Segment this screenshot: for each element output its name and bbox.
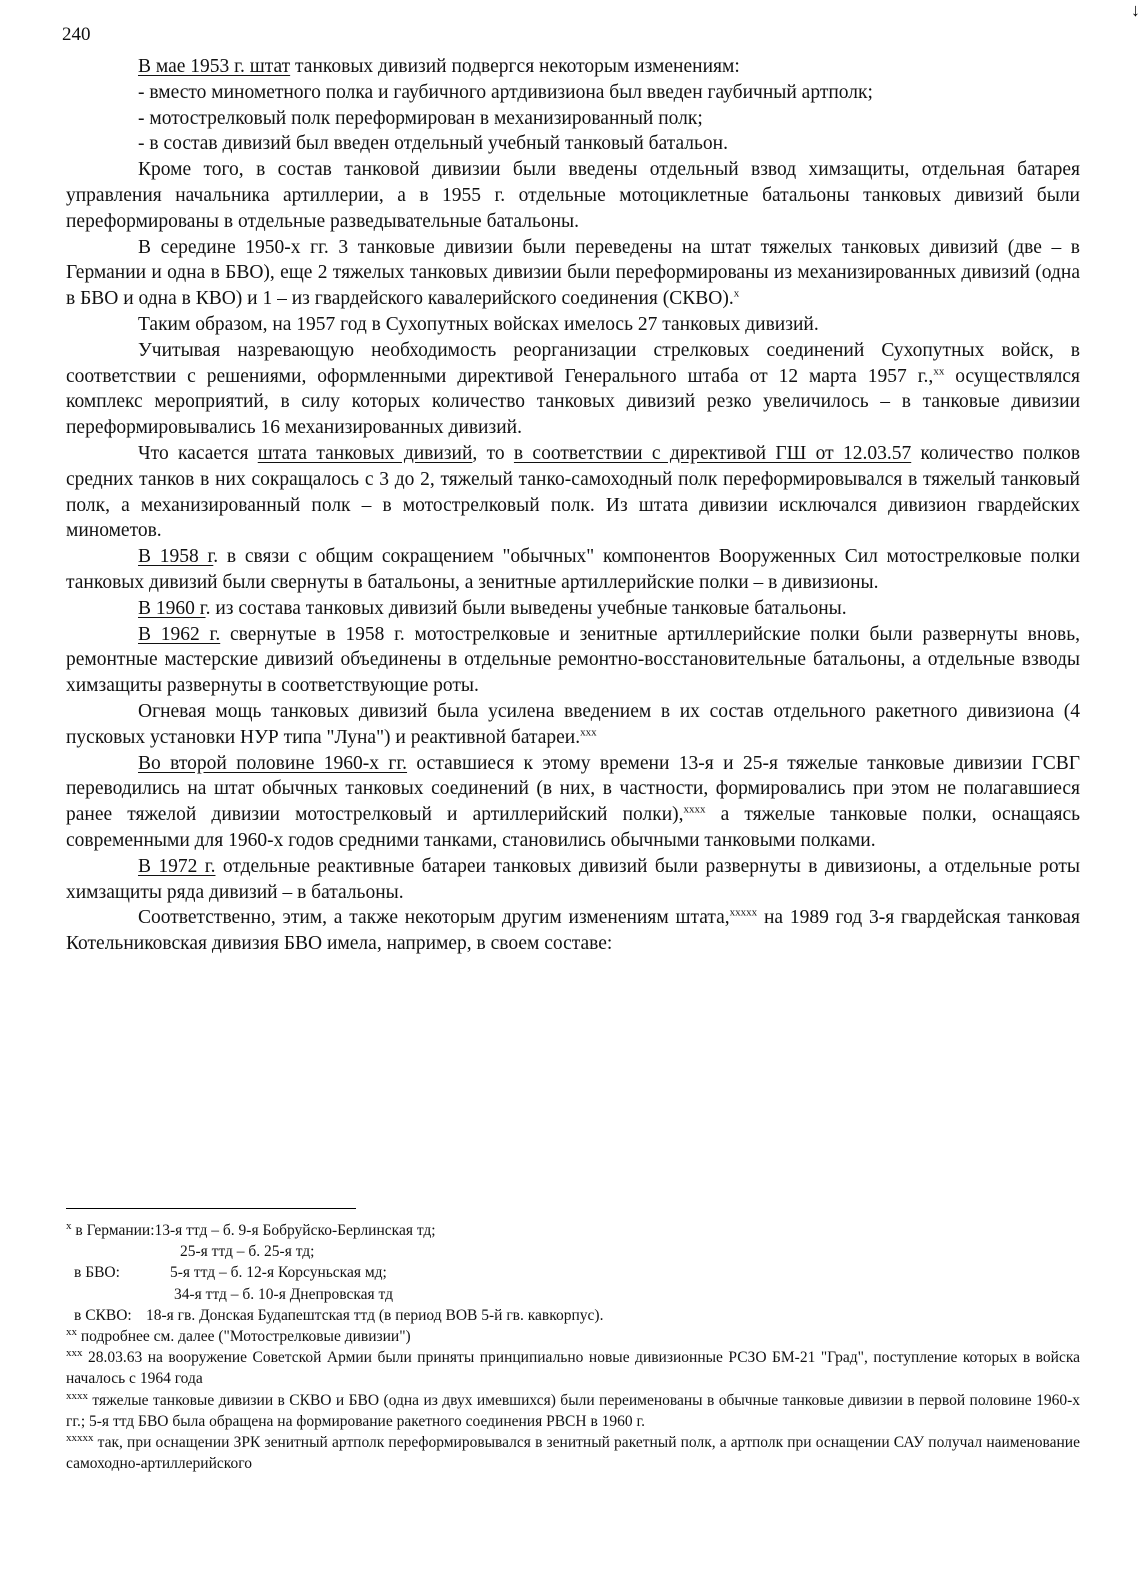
paragraph: Кроме того, в состав танковой дивизии были введены отдельный взвод химзащиты, отдельная батарея управления начальника артиллерии, а в 1955 г. отдельные мотоциклетные батальоны танковых дивизий были переформированы в отдельные разведывательные батальоны. [66, 159, 1080, 232]
underlined-date: В 1962 г. [138, 623, 221, 645]
footnote-mark: xxxxx [66, 1431, 94, 1444]
paragraph [66, 596, 1080, 622]
underlined-date: Во второй половине 1960-х гг. [138, 752, 408, 774]
text: , то [472, 442, 514, 464]
region-label: в БВО: [74, 1264, 120, 1282]
footnote-ref: xxxxx [729, 906, 758, 919]
footnote [66, 1390, 1080, 1432]
text: 5-я ттд – б. 12-я Корсуньская мд; [170, 1264, 387, 1282]
footnote [66, 1326, 1080, 1347]
underlined-phrase: в соответствии с директивой ГШ от 12.03.57 [513, 442, 912, 464]
footnote-divider [66, 1208, 356, 1209]
text: Что касается [138, 442, 258, 464]
paragraph: Таким образом, на 1957 год в Сухопутных войсках имелось 27 танковых дивизий. [138, 313, 819, 335]
paragraph [66, 699, 1080, 751]
text: 18-я гв. Донская Будапештская ттд (в период ВОВ 5-й гв. кавкорпус). [146, 1306, 604, 1324]
region-label: в СКВО: [74, 1306, 132, 1324]
text: в Германии:13-я ттд – б. 9-я Бобруйско-Берлинская тд; [71, 1222, 436, 1239]
text: Учитывая назревающую необходимость реорганизации стрелковых соединений Сухопутных войск, в соответствии с решениями, оформленными директивой Генерального штаба от 12 марта 1957 г., [66, 339, 1080, 387]
paragraph [66, 441, 1080, 544]
text: 28.03.63 на вооружение Советской Армии были приняты принципиально новые дивизионные РСЗО БМ-21 "Град", поступление которых в войска началось с 1964 года [66, 1349, 1080, 1388]
text: В середине 1950-х гг. 3 танковые дивизии были переведены на штат тяжелых танковых дивизий (две – в Германии и одна в БВО), еще 2 тяжелых танковых дивизии были переформированы из механизированных дивизий (одна в БВО и одна в КВО) и 1 – из гвардейского кавалерийского соединения (СКВО). [66, 236, 1080, 310]
underlined-date: В мае 1953 г. штат [138, 56, 291, 77]
paragraph [66, 751, 1080, 854]
footnote [66, 1432, 1080, 1474]
footnote-ref: xxx [580, 726, 597, 739]
text: свернутые в 1958 г. мотострелковые и зенитные артиллерийские полки были развернуты вновь, ремонтные мастерские дивизий объединены в отдельные ремонтно-восстановительные батальоны, а отдельные взводы химзащиты развернуты в соответствующие роты. [66, 623, 1080, 697]
footnote-ref: xx [933, 365, 945, 378]
text: на 1989 год 3-я гвардейская танковая Котельниковская дивизия БВО имела, например, в своем составе: [66, 907, 1080, 955]
paragraph [66, 622, 1080, 699]
paragraph [66, 544, 1080, 596]
footnote [66, 1347, 1080, 1389]
paragraph [66, 905, 1080, 957]
page-number: 240 [62, 24, 91, 45]
corner-mark: ↓ [1131, 0, 1140, 20]
text: . из состава танковых дивизий были выведены учебные танковые батальоны. [205, 597, 847, 619]
footnote-line: 34-я ттд – б. 10-я Днепровская тд [174, 1285, 393, 1303]
underlined-date: В 1958 г [138, 546, 214, 568]
underlined-date: В 1960 г [138, 597, 206, 619]
text: Огневая мощь танковых дивизий была усилена введением в их состав отдельного ракетного дивизиона (4 пусковых установки НУР типа "Луна") и реактивной батареи. [66, 700, 1080, 748]
paragraph [66, 54, 1080, 80]
footnote-line [66, 1305, 1080, 1326]
text: так, при оснащении ЗРК зенитный артполк переформировывался в зенитный ракетный полк, а артполк при оснащении САУ получал наименование самоходно-артиллерийского [66, 1434, 1080, 1473]
footnotes [66, 1220, 1080, 1474]
paragraph [66, 854, 1080, 906]
underlined-date: В 1972 г. [138, 855, 216, 877]
text: . в связи с общим сокращением "обычных" компонентов Вооруженных Сил мотострелковые полки танковых дивизий были свернуты в батальоны, а зенитные артиллерийские полки – в дивизионы. [66, 546, 1080, 593]
list-item: - вместо минометного полка и гаубичного артдивизиона был введен гаубичный артполк; [138, 81, 873, 103]
text: количество полков средних танков в них сокращалось с 3 до 2, тяжелый танко-самоходный полк переформировывался в тяжелый танковый полк, а механизированный полк – в мотострелковый полк. Из штата дивизии исключался дивизион гвардейских минометов. [66, 442, 1081, 542]
footnote [66, 1220, 1080, 1241]
footnote-mark: xxx [66, 1347, 83, 1360]
text: тяжелые танковые дивизии в СКВО и БВО (одна из двух имевшихся) были переименованы в обычные танковые дивизии в первой половине 1960-х гг.; 5-я ттд БВО была обращена на формирование ракетного соединения РВСН в 1960 г. [66, 1391, 1080, 1430]
text: Соответственно, этим, а также некоторым другим изменениям штата, [138, 907, 730, 929]
footnote-mark: x [66, 1219, 72, 1232]
footnote-line: 25-я ттд – б. 25-я тд; [180, 1243, 315, 1261]
underlined-phrase: штата танковых дивизий [257, 442, 473, 464]
list-item: - в состав дивизий был введен отдельный учебный танковый батальон. [138, 133, 728, 155]
text: танковых дивизий подвергся некоторым изменениям: [290, 56, 740, 77]
paragraph [66, 338, 1080, 441]
list-item: - мотострелковый полк переформирован в механизированный полк; [138, 107, 703, 129]
footnote-line [66, 1262, 1080, 1283]
text: а тяжелые танковые полки, оснащаясь современными для 1960-х годов средними танками, становились обычными танковыми полками. [66, 804, 1080, 851]
text: осуществлялся комплекс мероприятий, в силу которых количество танковых дивизий резко увеличилось – в танковые дивизии переформировывались 16 механизированных дивизий. [66, 365, 1080, 439]
footnote-mark: xxxx [66, 1389, 88, 1402]
body-text [66, 54, 1080, 957]
text: подробнее см. далее ("Мотострелковые дивизии") [77, 1328, 411, 1346]
footnote-ref: x [733, 287, 740, 300]
footnote-ref: xxxx [683, 803, 706, 816]
text: оставшиеся к этому времени 13-я и 25-я тяжелые танковые дивизии ГСВГ переводились на штат обычных танковых соединений (в них, в частности, формировались при этом не полагавшиеся ранее тяжелой дивизии мотострелковый и артиллерийский полки), [66, 752, 1080, 826]
paragraph [66, 235, 1080, 312]
text: отдельные реактивные батареи танковых дивизий были развернуты в дивизионы, а отдельные роты химзащиты ряда дивизий – в батальоны. [66, 855, 1080, 903]
footnote-mark: xx [66, 1325, 77, 1338]
